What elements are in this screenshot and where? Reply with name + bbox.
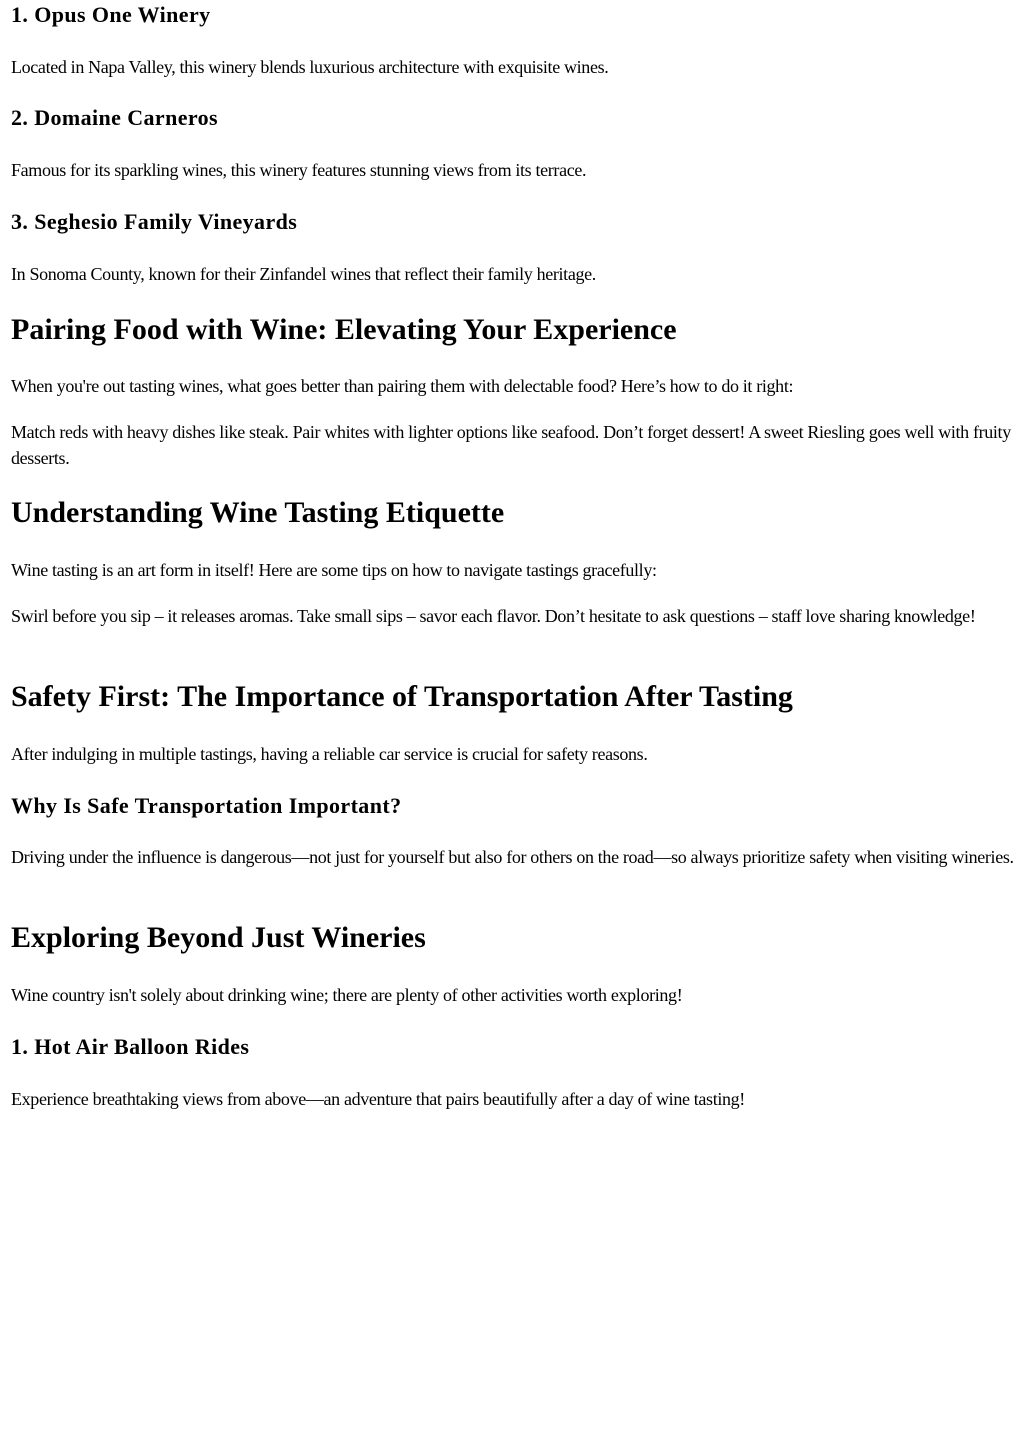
heading-why-safe-transport: Why Is Safe Transportation Important? [11, 793, 402, 818]
heading-hot-air-balloon: 1. Hot Air Balloon Rides [11, 1034, 250, 1059]
heading-opus-one-winery: 1. Opus One Winery [11, 2, 211, 27]
paragraph-safe-transport: Driving under the influence is dangerous—not just for yourself but also for others on the road—so always prioritize safety when visiting wineries. [11, 847, 1014, 867]
heading-pairing-food: Pairing Food with Wine: Elevating Your Experience [11, 313, 677, 346]
paragraph-pairing-intro: When you're out tasting wines, what goes better than pairing them with delectable food? Here’s how to do it right: [11, 376, 794, 396]
heading-exploring-beyond: Exploring Beyond Just Wineries [11, 921, 426, 954]
paragraph-hot-air-balloon: Experience breathtaking views from above—an adventure that pairs beautifully after a day of wine tasting! [11, 1089, 745, 1109]
paragraph-domaine-carneros: Famous for its sparkling wines, this winery features stunning views from its terrace. [11, 160, 587, 180]
heading-domaine-carneros: 2. Domaine Carneros [11, 105, 219, 130]
paragraph-seghesio: In Sonoma County, known for their Zinfandel wines that reflect their family heritage. [11, 264, 596, 284]
paragraph-etiquette-intro: Wine tasting is an art form in itself! Here are some tips on how to navigate tastings gracefully: [11, 560, 657, 580]
heading-safety-first: Safety First: The Importance of Transportation After Tasting [11, 680, 793, 713]
heading-etiquette: Understanding Wine Tasting Etiquette [11, 496, 505, 529]
paragraph-safety-intro: After indulging in multiple tastings, having a reliable car service is crucial for safety reasons. [11, 744, 648, 764]
paragraph-exploring-intro: Wine country isn't solely about drinking wine; there are plenty of other activities worth exploring! [11, 985, 683, 1005]
paragraph-etiquette-tips: Swirl before you sip – it releases aromas. Take small sips – savor each flavor. Don’t hesitate to ask questions – staff love sharing knowledge! [11, 606, 976, 626]
paragraph-opus-one: Located in Napa Valley, this winery blends luxurious architecture with exquisite wines. [11, 57, 609, 77]
heading-seghesio: 3. Seghesio Family Vineyards [11, 209, 298, 234]
paragraph-pairing-tips: Match reds with heavy dishes like steak. Pair whites with lighter options like seafood. Don’t forget dessert! A sweet Riesling goes well with fruity desserts. [11, 422, 1011, 468]
